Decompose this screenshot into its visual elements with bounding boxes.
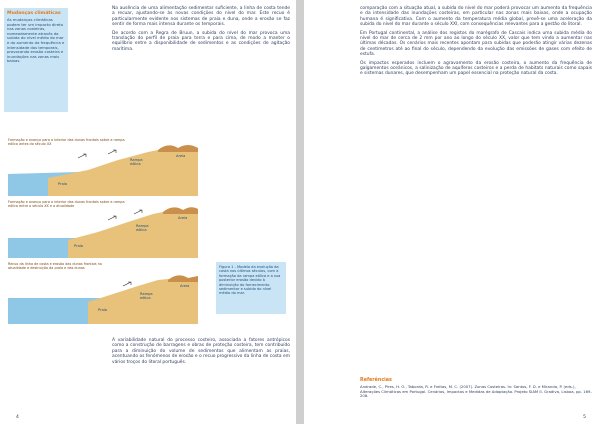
panel-3-illustration [8, 262, 198, 324]
beach-label: Praia [58, 182, 67, 186]
ramp-label: Rampa eólica [130, 158, 143, 166]
page-number: 5 [583, 415, 586, 420]
sidebar-box [4, 8, 68, 112]
page-number: 4 [16, 415, 19, 420]
coastal-evolution-figure [8, 138, 204, 328]
panel-2-illustration [8, 200, 198, 258]
paragraph: Em Portugal continental, a análise dos registos do marégrafo de Cascais indica uma subida média do nível do mar de cerca de 2 mm por ano ao longo do século XX, valor que tem vindo a aumentar nas últimas décadas. Os cenários mais recentes apontam para subidas que poderão atingir várias dezenas de centímetros até ao final do século, dependendo da evolução das emissões de gases com efeito de estufa. [360, 30, 592, 58]
sand-label: Areia [180, 284, 190, 288]
references-title: Referências [360, 378, 392, 383]
sidebar-title: Mudanças climáticas [7, 11, 61, 16]
paragraph: A variabilidade natural do processo costeiro, associada a fatores antrópicos como a construção de barragens e obras de proteção costeira, tem contribuído para a diminuição do volume de sedimentos que alimentam as praias, acentuando os fenómenos de erosão e o recuo progressivo da linha de costa em vários troços do litoral português. [112, 338, 290, 365]
panel-title: Formação e avanço para o interior das dunas frontais sobre a rampa eólica antes do século XX [8, 138, 125, 146]
figure-panel-2 [8, 200, 198, 258]
left-page [0, 0, 296, 424]
beach-label: Praia [98, 308, 107, 312]
panel-title: Recuo da linha de costa e erosão das dunas frontais na atualidade e destruição da praia e das dunas [8, 262, 102, 270]
ramp-label: Rampa eólica [140, 292, 153, 300]
references-text: Andrade, C., Pires, H. O., Taborda, R. e Freitas, M. C. (2007). Zonas Costeiras. In: Santos, F. D. e Miranda, P. (eds.), Alterações Climáticas em Portugal. Cenários, Impactos e Medidas de Adaptação. Projeto SIAM II. Gradiva, Lisboa, pp. 169-208. [360, 384, 592, 399]
panel-1-illustration [8, 138, 198, 196]
ramp-label: Rampa eólica [136, 224, 149, 232]
page-gutter [296, 0, 304, 424]
panel-title: Formação e avanço para o interior das dunas frontais sobre a rampa eólica entre o século XX e a atualidade [8, 200, 125, 208]
paragraph: De acordo com a Regra de Bruun, a subida do nível do mar provoca uma translação do perfil de praia para terra e para cima, de modo a manter o equilíbrio entre a disponibilidade de sedimentos e as condições de agitação marítima. [112, 30, 290, 52]
sand-label: Areia [176, 154, 186, 158]
figure-caption: Figura 1 - Modelo da evolução da costa nos últimos séculos, com a formação da rampa eólica e a sua posterior erosão devido à diminuição do fornecimento sedimentar e subida do nível médio do mar. [219, 265, 281, 296]
figure-caption-box [216, 262, 286, 314]
figure-panel-3 [8, 262, 198, 320]
intro-text [112, 6, 290, 55]
sidebar-text: As mudanças climáticas podem ter um impacto direto nas zonas costeiras, nomeadamente através da subida do nível médio do mar e do aumento da frequência e intensidade dos temporais, provocando erosão costeira e inundações nas zonas mais baixas. [7, 17, 65, 64]
beach-label: Praia [74, 244, 83, 248]
figure-panel-1 [8, 138, 198, 196]
lower-text [112, 338, 290, 368]
main-text [360, 6, 592, 80]
sand-label: Areia [178, 216, 188, 220]
paragraph: comparação com a situação atual, a subida do nível do mar poderá provocar um aumento da frequência e da intensidade das inundações costeiras, em particular nas zonas mais baixas, onde a ocupação humana é significativa. Com o aumento da temperatura média global, prevê-se uma aceleração da subida do nível do mar durante o século XXI, com consequências relevantes para a gestão do litoral. [360, 6, 592, 28]
paragraph: Na ausência de uma alimentação sedimentar suficiente, a linha de costa tende a recuar, ajustando-se às novas condições do nível do mar. Este recuo é particularmente evidente nos sistemas de praia e duna, onde a erosão se faz sentir de forma mais intensa durante os temporais. [112, 6, 290, 28]
right-page [304, 0, 600, 424]
paragraph: Os impactos esperados incluem o agravamento da erosão costeira, o aumento da frequência de galgamentos oceânicos, a salinização de aquíferos costeiros e a perda de habitats naturais como sapais e sistemas dunares, que desempenham um papel essencial na proteção natural da costa. [360, 60, 592, 77]
